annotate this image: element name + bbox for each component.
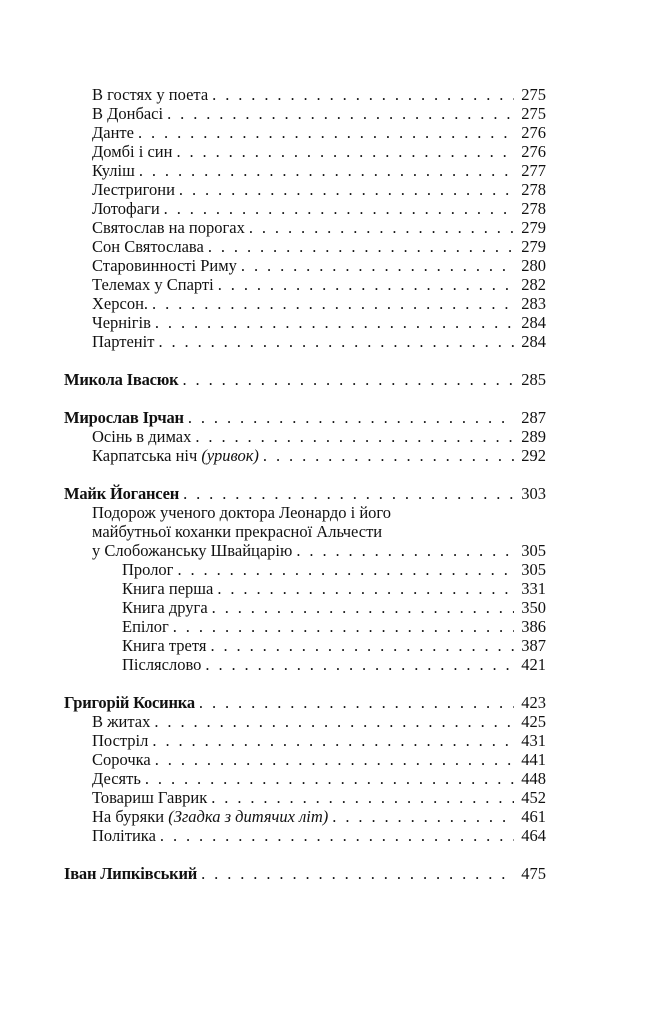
dot-leader: [205, 655, 514, 674]
dot-leader: [164, 199, 514, 218]
page-number: 350: [521, 598, 546, 617]
page-number: 305: [521, 541, 546, 560]
entry-title-text: Мирослав Ірчан: [64, 408, 184, 427]
entry-title: [92, 427, 191, 446]
page-number: 448: [521, 769, 546, 788]
dot-leader: [152, 731, 514, 750]
dot-leader: [138, 123, 514, 142]
entry-title-text: Іван Липківський: [64, 864, 198, 883]
dot-leader: [182, 370, 514, 389]
page-number: 284: [521, 332, 546, 351]
page-number: 425: [521, 712, 546, 731]
entry-title: [92, 788, 207, 807]
page-number: 280: [521, 256, 546, 275]
work-title-line: [64, 541, 546, 560]
entry-title: [92, 769, 141, 788]
entry-title-text: Куліш: [92, 161, 135, 180]
dot-leader: [241, 256, 514, 275]
dot-leader: [158, 332, 514, 351]
entry-title: [92, 161, 135, 180]
toc-entry: [64, 294, 546, 313]
dot-leader: [179, 180, 514, 199]
entry-title-text: у Слобожанську Швайцарію: [92, 541, 293, 560]
entry-title-text: Осінь в димах: [92, 427, 192, 446]
entry-note: (уривок): [201, 446, 259, 465]
toc-entry: [64, 788, 546, 807]
entry-title-text: Микола Івасюк: [64, 370, 179, 389]
toc-subentry: [64, 560, 546, 579]
page-number: 441: [521, 750, 546, 769]
toc-entry: [64, 807, 546, 826]
toc-entry: [64, 161, 546, 180]
dot-leader: [212, 85, 514, 104]
toc-entry: [64, 199, 546, 218]
entry-title: [92, 826, 156, 845]
entry-title: [92, 294, 148, 313]
dot-leader: [210, 636, 514, 655]
entry-title-text: Постріл: [92, 731, 149, 750]
toc-entry: [64, 237, 546, 256]
dot-leader: [217, 579, 514, 598]
entry-title-text: Чернігів: [92, 313, 151, 332]
page-number: 303: [521, 484, 546, 503]
page-number: 283: [521, 294, 546, 313]
entry-title: [92, 275, 214, 294]
entry-title-text: Лестригони: [92, 180, 175, 199]
toc-entry: [64, 256, 546, 275]
work-title-line: [64, 522, 546, 541]
entry-title: [64, 693, 195, 712]
dot-leader: [154, 712, 514, 731]
entry-title-text: Епілог: [122, 617, 169, 636]
dot-leader: [208, 237, 514, 256]
page-number: 461: [521, 807, 546, 826]
toc-subentry: [64, 617, 546, 636]
author-heading: [64, 484, 546, 503]
entry-title: [64, 864, 197, 883]
entry-title-text: В гостях у поета: [92, 85, 209, 104]
entry-title: [92, 199, 160, 218]
dot-leader: [145, 769, 514, 788]
entry-title-text: Сон Святослава: [92, 237, 204, 256]
entry-title: [64, 370, 178, 389]
page-number: 279: [521, 218, 546, 237]
entry-title: [122, 560, 173, 579]
entry-title: [122, 636, 206, 655]
entry-title-text: Телемах у Спарті: [92, 275, 214, 294]
entry-title: [92, 218, 245, 237]
page-number: 423: [521, 693, 546, 712]
page-number: 285: [521, 370, 546, 389]
page-number: 275: [521, 104, 546, 123]
entry-title-text: На буряки: [92, 807, 165, 826]
toc-entry: [64, 85, 546, 104]
section-gap: [64, 389, 546, 408]
page-number: 279: [521, 237, 546, 256]
page-number: 464: [521, 826, 546, 845]
toc-entry: [64, 104, 546, 123]
work-title-line: [64, 503, 546, 522]
entry-title: [64, 408, 184, 427]
entry-note: (Згадка з дитячих літ): [168, 807, 329, 826]
page-number: 277: [521, 161, 546, 180]
entry-title-text: Політика: [92, 826, 156, 845]
entry-title-text: Книга перша: [122, 579, 214, 598]
table-of-contents: [64, 85, 546, 883]
entry-title-text: Домбі і син: [92, 142, 173, 161]
toc-entry: [64, 332, 546, 351]
dot-leader: [173, 617, 514, 636]
toc-entry: [64, 123, 546, 142]
entry-title-text: В житах: [92, 712, 151, 731]
entry-title-text: Карпатська ніч: [92, 446, 198, 465]
toc-entry: [64, 180, 546, 199]
entry-title-text: Партеніт: [92, 332, 155, 351]
dot-leader: [188, 408, 514, 427]
toc-entry: [64, 712, 546, 731]
entry-title: [92, 541, 292, 560]
page-number: 292: [521, 446, 546, 465]
dot-leader: [211, 788, 514, 807]
author-heading: [64, 408, 546, 427]
toc-entry: [64, 769, 546, 788]
entry-title: [92, 142, 172, 161]
toc-subentry: [64, 655, 546, 674]
dot-leader: [177, 560, 514, 579]
entry-title-text: Книга третя: [122, 636, 207, 655]
entry-title: [92, 180, 175, 199]
entry-title: [122, 655, 201, 674]
work-title-text: Подорож ученого доктора Леонардо і його: [92, 503, 392, 522]
page-number: 387: [521, 636, 546, 655]
entry-title: [64, 484, 179, 503]
dot-leader: [152, 294, 514, 313]
toc-entry: [64, 142, 546, 161]
author-heading: [64, 864, 546, 883]
page-number: 289: [521, 427, 546, 446]
entry-title-text: Сорочка: [92, 750, 151, 769]
dot-leader: [249, 218, 514, 237]
page-number: 452: [521, 788, 546, 807]
entry-title-text: Лотофаги: [92, 199, 160, 218]
toc-entry: [64, 750, 546, 769]
toc-entry: [64, 446, 546, 465]
entry-title: [92, 731, 148, 750]
entry-title: [92, 237, 204, 256]
toc-entry: [64, 427, 546, 446]
dot-leader: [139, 161, 514, 180]
dot-leader: [201, 864, 514, 883]
dot-leader: [167, 104, 514, 123]
page-number: 287: [521, 408, 546, 427]
page-number: 431: [521, 731, 546, 750]
toc-entry: [64, 826, 546, 845]
dot-leader: [212, 598, 514, 617]
dot-leader: [160, 826, 514, 845]
page-number: 421: [521, 655, 546, 674]
entry-title: [122, 598, 208, 617]
entry-title: [92, 807, 328, 826]
section-gap: [64, 674, 546, 693]
dot-leader: [332, 807, 514, 826]
entry-title: [92, 104, 163, 123]
toc-entry: [64, 731, 546, 750]
dot-leader: [155, 750, 514, 769]
dot-leader: [199, 693, 514, 712]
entry-title-text: Пролог: [122, 560, 174, 579]
entry-title: [122, 579, 213, 598]
entry-title: [92, 85, 208, 104]
entry-title-text: Десять: [92, 769, 141, 788]
entry-title-text: Данте: [92, 123, 134, 142]
toc-subentry: [64, 579, 546, 598]
entry-title: [92, 446, 259, 465]
entry-title-text: Херсон.: [92, 294, 149, 313]
entry-title-text: Святослав на порогах: [92, 218, 245, 237]
page-number: 282: [521, 275, 546, 294]
entry-title-text: Старовинності Риму: [92, 256, 237, 275]
dot-leader: [183, 484, 514, 503]
dot-leader: [263, 446, 514, 465]
entry-title: [92, 712, 150, 731]
entry-title-text: В Донбасі: [92, 104, 164, 123]
entry-title-text: Післяслово: [122, 655, 202, 674]
entry-title-text: Григорій Косинка: [64, 693, 195, 712]
dot-leader: [155, 313, 514, 332]
page-number: 276: [521, 142, 546, 161]
entry-title: [92, 313, 151, 332]
dot-leader: [195, 427, 514, 446]
author-heading: [64, 370, 546, 389]
page-number: 305: [521, 560, 546, 579]
section-gap: [64, 351, 546, 370]
page-number: 386: [521, 617, 546, 636]
entry-title: [92, 256, 237, 275]
toc-entry: [64, 218, 546, 237]
toc-entry: [64, 313, 546, 332]
toc-subentry: [64, 598, 546, 617]
entry-title: [92, 123, 134, 142]
dot-leader: [218, 275, 514, 294]
page-number: 331: [521, 579, 546, 598]
page-number: 276: [521, 123, 546, 142]
dot-leader: [176, 142, 514, 161]
section-gap: [64, 845, 546, 864]
page-number: 278: [521, 199, 546, 218]
entry-title: [122, 617, 169, 636]
entry-title-text: Майк Йогансен: [64, 484, 180, 503]
entry-title: [92, 332, 154, 351]
page-number: 284: [521, 313, 546, 332]
toc-subentry: [64, 636, 546, 655]
entry-title: [92, 750, 151, 769]
entry-title-text: Товариш Гаврик: [92, 788, 208, 807]
toc-entry: [64, 275, 546, 294]
dot-leader: [296, 541, 514, 560]
page-number: 275: [521, 85, 546, 104]
work-title-text: майбутньої коханки прекрасної Альчести: [92, 522, 383, 541]
section-gap: [64, 465, 546, 484]
entry-title-text: Книга друга: [122, 598, 208, 617]
page-number: 278: [521, 180, 546, 199]
author-heading: [64, 693, 546, 712]
page-number: 475: [521, 864, 546, 883]
